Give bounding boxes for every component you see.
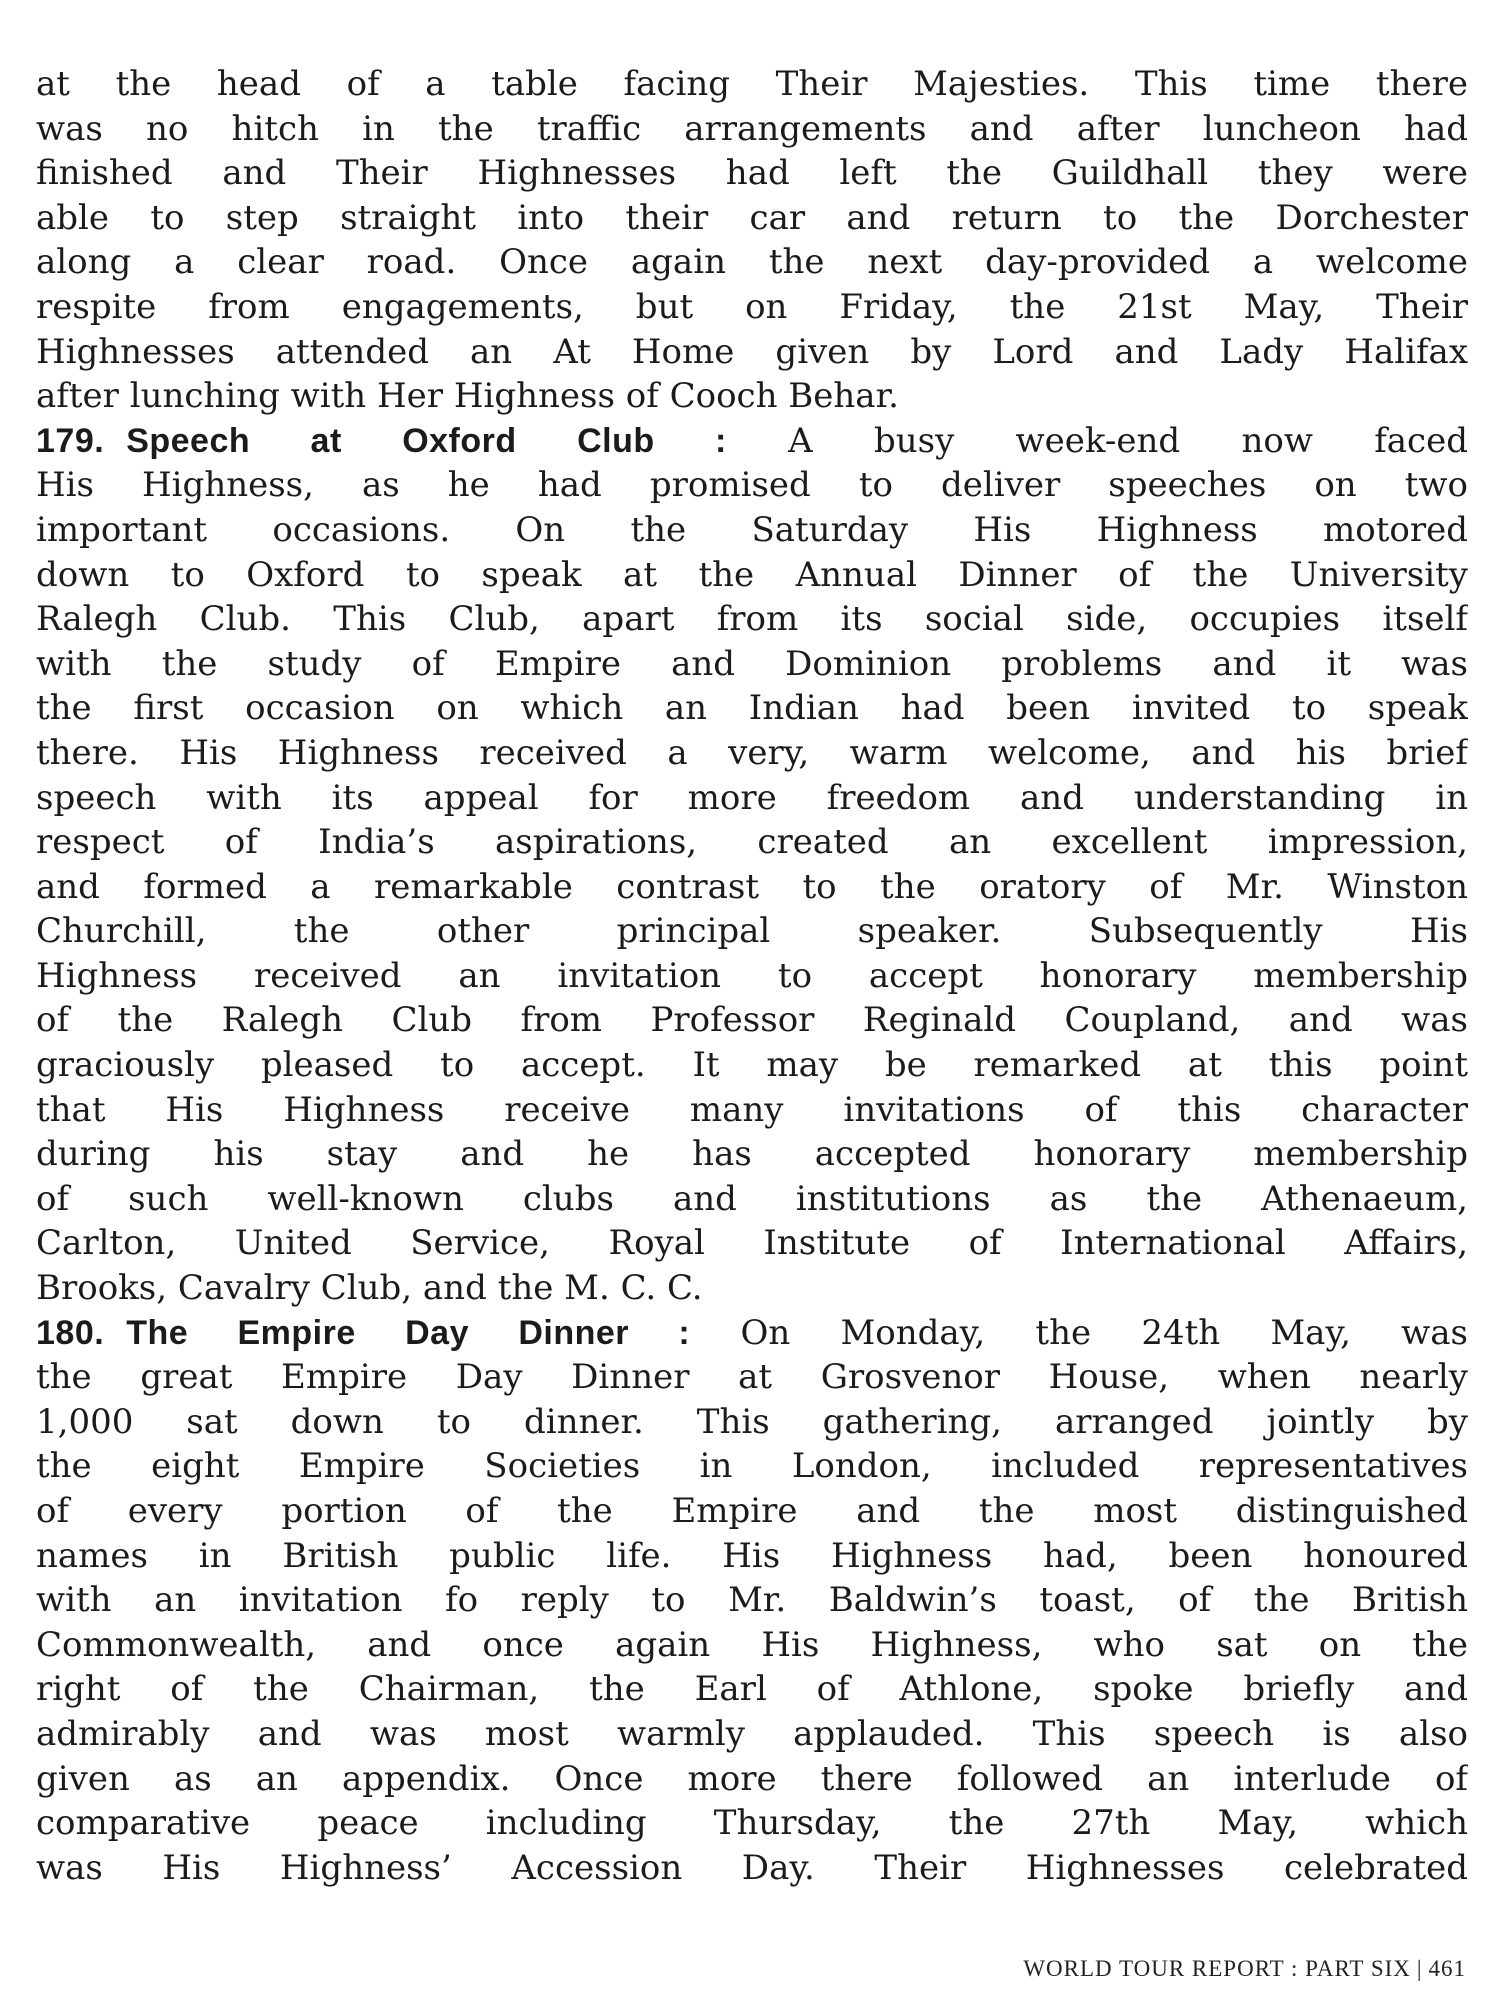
section-heading-line — [36, 1311, 1468, 1356]
section-heading-line — [36, 419, 1468, 464]
text-line: down to Oxford to speak at the Annual Dinner of the University — [36, 554, 1468, 595]
text-line: respite from engagements, but on Friday, the 21st May, Their — [36, 286, 1468, 327]
text-line: of every portion of the Empire and the most distinguished — [36, 1491, 1468, 1531]
text-line: Carlton, United Service, Royal Institute of International Affairs, — [36, 1223, 1468, 1264]
text-line: given as an appendix. Once more there followed an interlude of — [36, 1758, 1468, 1799]
paragraph-intro — [36, 62, 1468, 419]
text-line: 1,000 sat down to dinner. This gathering, arranged jointly by — [36, 1401, 1468, 1442]
section-180 — [36, 1311, 1468, 1891]
running-title: WORLD TOUR REPORT : PART SIX — [1023, 1956, 1411, 1981]
text-line: Brooks, Cavalry Club, and the M. C. C. — [36, 1268, 703, 1309]
text-line: Ralegh Club. This Club, apart from its social side, occupies itself — [36, 599, 1468, 640]
text-line: comparative peace including Thursday, the 27th May, which — [36, 1803, 1468, 1844]
text-line: and formed a remarkable contrast to the oratory of Mr. Winston — [36, 866, 1468, 907]
text-line: finished and Their Highnesses had left the Guildhall they were — [36, 153, 1468, 194]
text-line: the great Empire Day Dinner at Grosvenor House, when nearly — [36, 1357, 1468, 1398]
text-line: there. His Highness received a very, warm welcome, and his brief — [36, 732, 1468, 773]
text-line: His Highness, as he had promised to deliver speeches on two — [36, 465, 1468, 506]
text-line: was no hitch in the traffic arrangements and after luncheon had — [36, 108, 1468, 149]
text-run: On Monday, the 24th May, was — [740, 1312, 1468, 1353]
text-line: with the study of Empire and Dominion problems and it was — [36, 643, 1468, 684]
footer-separator: | — [1416, 1956, 1423, 1981]
section-title: The Empire Day Dinner : — [126, 1313, 691, 1352]
text-line: during his stay and he has accepted honorary membership — [36, 1134, 1468, 1175]
text-line: at the head of a table facing Their Majesties. This time there — [36, 64, 1468, 104]
text-run: A busy week-end now faced — [788, 420, 1468, 461]
text-line: speech with its appeal for more freedom and understanding in — [36, 777, 1468, 818]
text-line: along a clear road. Once again the next day-provided a welcome — [36, 242, 1468, 283]
text-line: of such well-known clubs and institutions as the Athenaeum, — [36, 1178, 1468, 1219]
text-line: with an invitation fo reply to Mr. Baldwin’s toast, of the British — [36, 1580, 1468, 1621]
text-line: the first occasion on which an Indian had been invited to speak — [36, 688, 1468, 729]
text-line: right of the Chairman, the Earl of Athlone, spoke briefly and — [36, 1669, 1468, 1710]
text-line: graciously pleased to accept. It may be remarked at this point — [36, 1045, 1468, 1086]
text-line: Highness received an invitation to accept honorary membership — [36, 955, 1468, 996]
text-line: names in British public life. His Highness had, been honoured — [36, 1535, 1468, 1576]
text-line: important occasions. On the Saturday His Highness motored — [36, 509, 1468, 550]
text-line: admirably and was most warmly applauded. This speech is also — [36, 1713, 1468, 1754]
section-number: 180. — [36, 1313, 105, 1352]
text-line: was His Highness’ Accession Day. Their Highnesses celebrated — [36, 1847, 1468, 1888]
text-line: after lunching with Her Highness of Cooch Behar. — [36, 376, 899, 417]
page-number: 461 — [1428, 1956, 1466, 1981]
text-line: of the Ralegh Club from Professor Reginald Coupland, and was — [36, 1000, 1468, 1041]
text-line: respect of India’s aspirations, created an excellent impression, — [36, 822, 1468, 863]
page-body — [36, 62, 1468, 1890]
text-line: Highnesses attended an At Home given by Lord and Lady Halifax — [36, 331, 1468, 372]
text-line: Churchill, the other principal speaker. Subsequently His — [36, 911, 1468, 952]
text-line: Commonwealth, and once again His Highness, who sat on the — [36, 1624, 1468, 1665]
section-179 — [36, 419, 1468, 1311]
section-title: Speech at Oxford Club : — [126, 421, 727, 460]
text-line: that His Highness receive many invitations of this character — [36, 1089, 1468, 1130]
text-line: the eight Empire Societies in London, included representatives — [36, 1446, 1468, 1487]
section-number: 179. — [36, 421, 105, 460]
page-footer — [1023, 1956, 1466, 1982]
text-line: able to step straight into their car and return to the Dorchester — [36, 197, 1468, 238]
